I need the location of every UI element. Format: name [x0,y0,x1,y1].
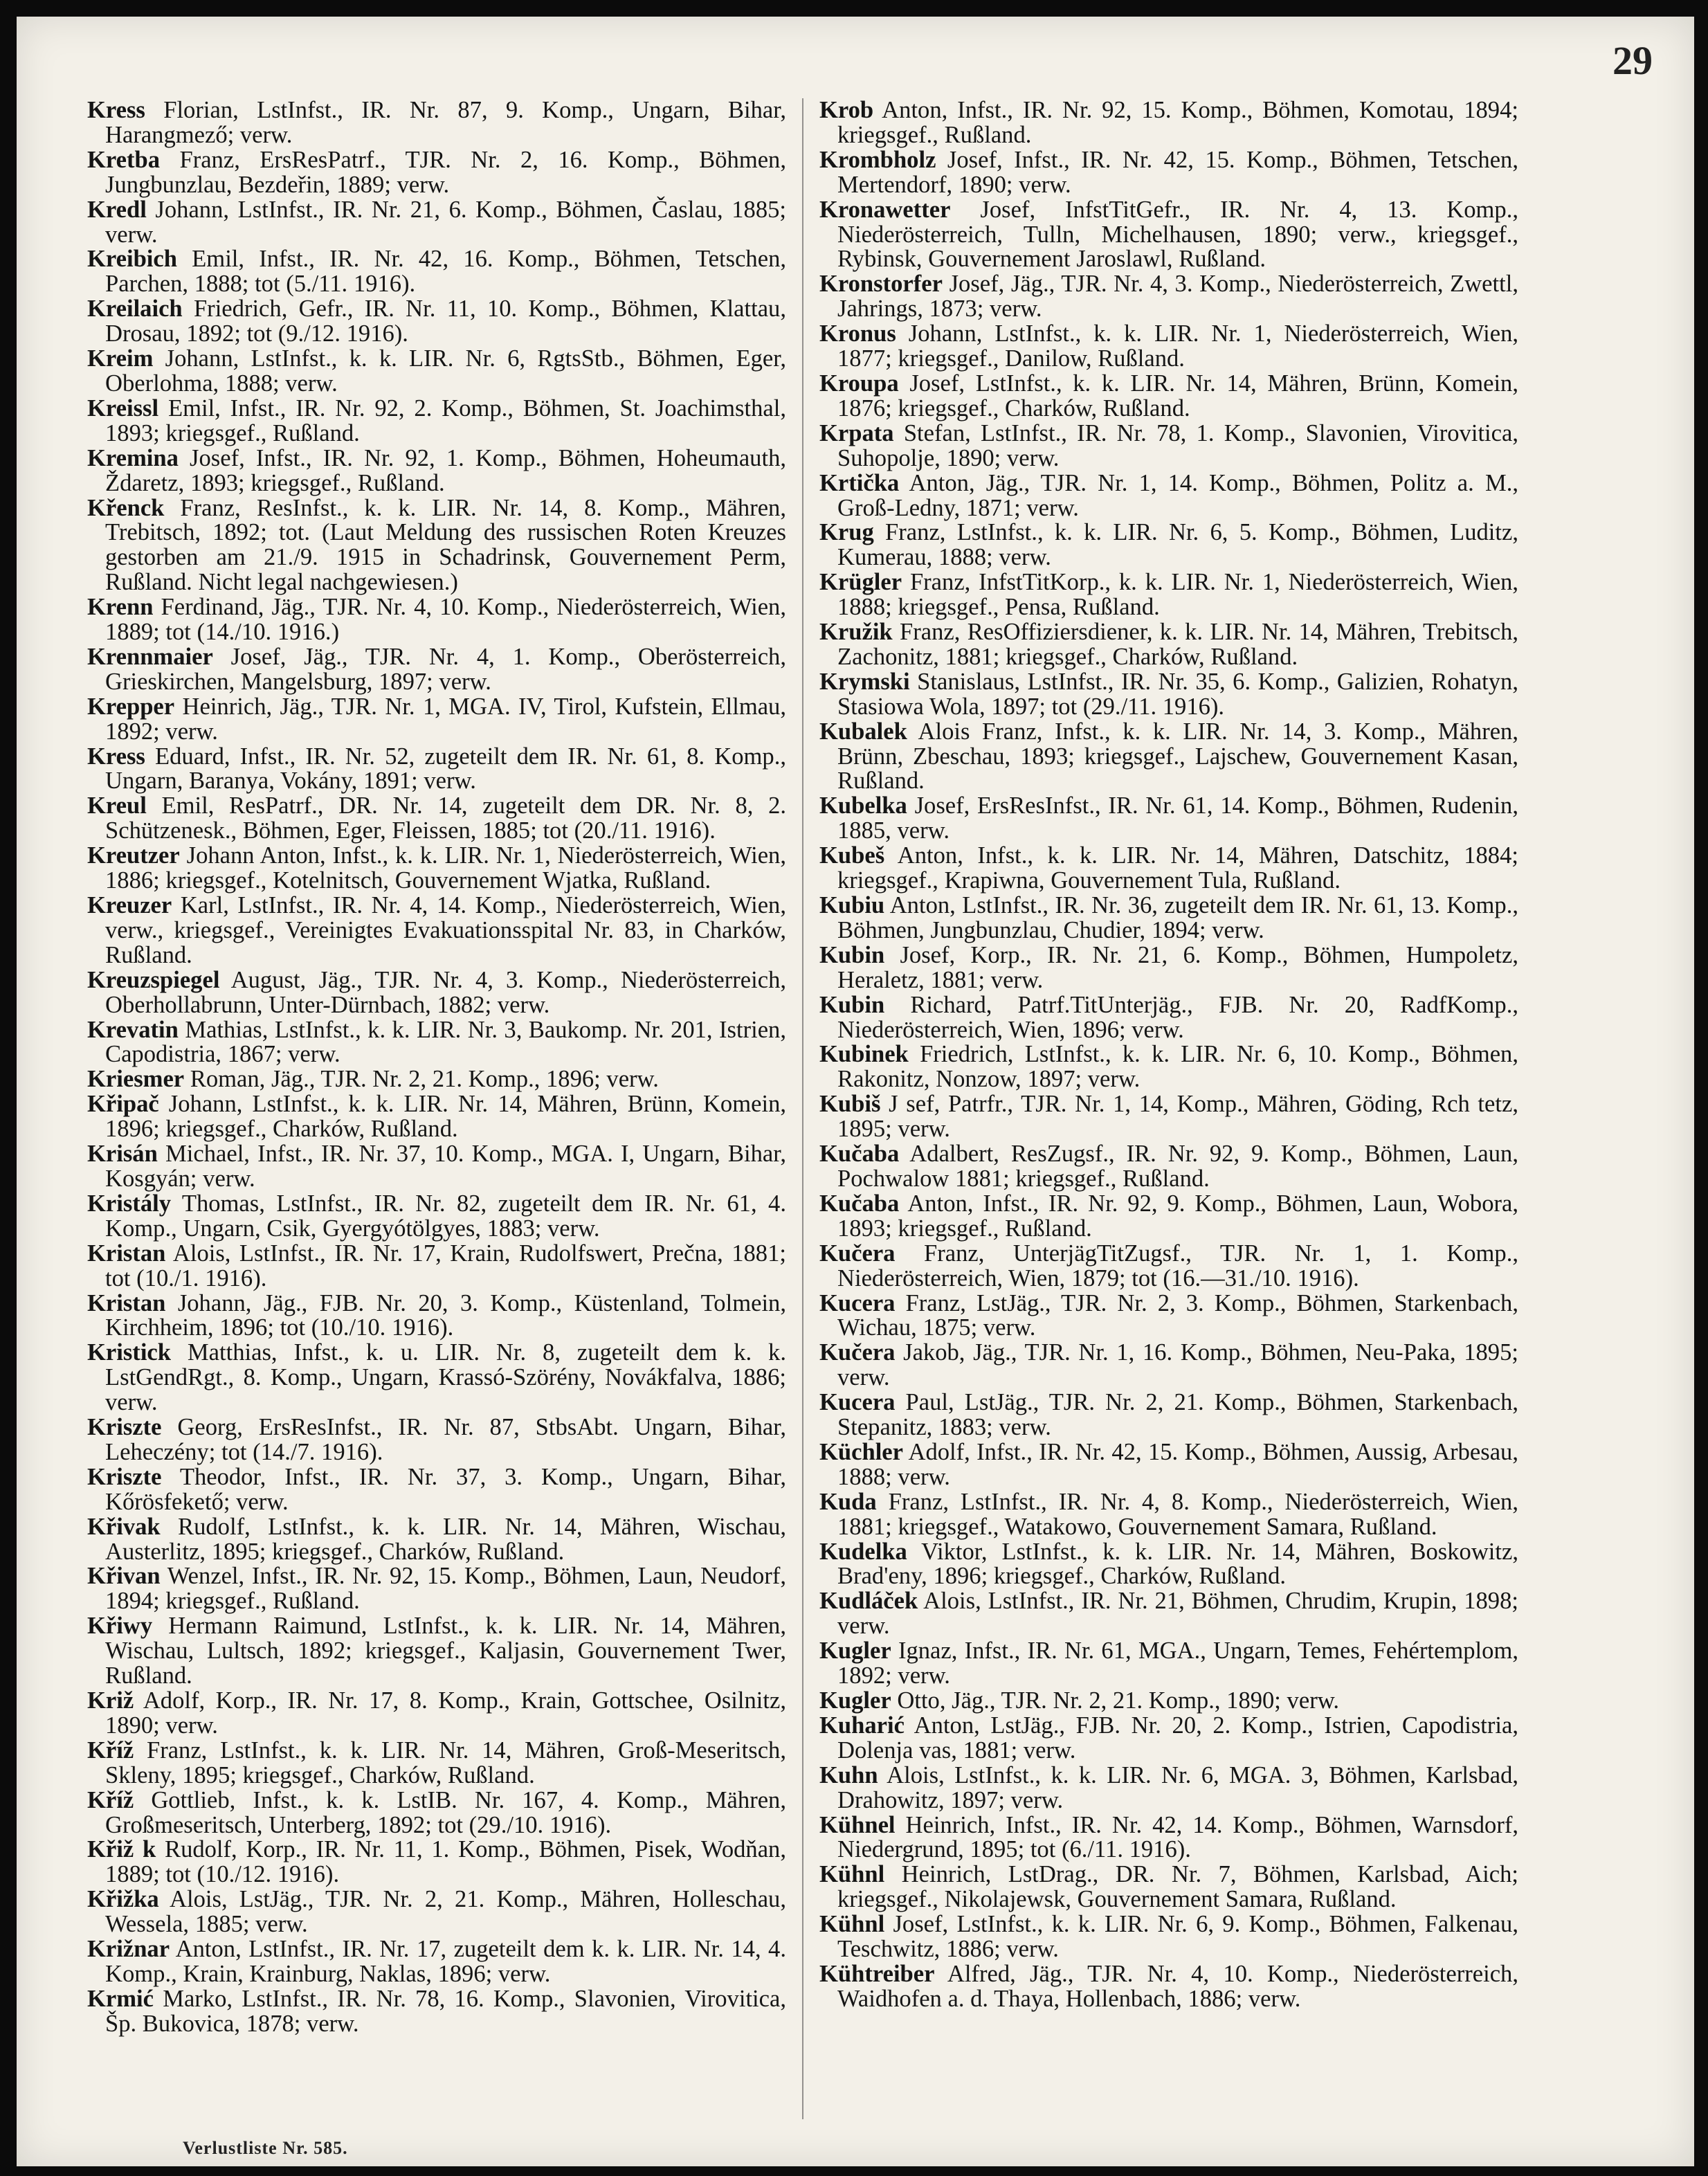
entry-details: Richard, Patrf.TitUnterjäg., FJB. Nr. 20, RadfKomp., Niederösterreich, Wien, 1896; verw. [837,991,1518,1043]
entry-surname: Kretba [87,146,161,173]
entry-surname: Kühnel [819,1811,896,1838]
list-item [87,347,786,397]
entry-surname: Kriesmer [87,1066,185,1093]
entry-details: Josef, Jäg., TJR. Nr. 4, 1. Komp., Oberösterreich, Grieskirchen, Mangelsburg, 1897; verw. [105,643,786,695]
entry-details: Franz, UnterjägTitZugsf., TJR. Nr. 1, 1. Komp., Niederösterreich, Wien, 1879; tot (16.—31./10. 1916). [837,1240,1518,1291]
list-item [87,1465,786,1515]
entry-details: Rudolf, Korp., IR. Nr. 11, 1. Komp., Böhmen, Pisek, Wodňan, 1889; tot (10./12. 1916). [105,1836,786,1888]
entry-details: Josef, ErsResInfst., IR. Nr. 61, 14. Komp., Böhmen, Rudenin, 1885, verw. [837,792,1518,844]
entry-surname: Kučera [819,1240,896,1267]
list-item [819,1912,1518,1962]
list-item [87,1689,786,1739]
entry-surname: Kreuzer [87,892,172,918]
entry-surname: Kristan [87,1240,166,1267]
entry-surname: Kuda [819,1488,877,1515]
entry-surname: Kubalek [819,718,907,745]
list-item [819,620,1518,670]
entry-surname: Křipač [87,1091,159,1118]
entry-surname: Krisán [87,1141,158,1168]
list-item [819,993,1518,1043]
entry-surname: Kubelka [819,792,907,819]
list-item [819,98,1518,148]
entry-details: Stanislaus, LstInfst., IR. Nr. 35, 6. Komp., Galizien, Rohatyn, Stasiowa Wola, 1897; tot (29./11. 1916). [837,668,1518,720]
entry-details: Eduard, Infst., IR. Nr. 52, zugeteilt dem IR. Nr. 61, 8. Komp., Ungarn, Baranya, Vokány, 1891; verw. [105,743,786,795]
entry-details: Johann, LstInfst., k. k. LIR. Nr. 14, Mähren, Brünn, Komein, 1896; kriegsgef., Charków, Rußland. [105,1091,786,1143]
list-item [87,695,786,745]
entry-details: Josef, Infst., IR. Nr. 42, 15. Komp., Böhmen, Tetschen, Mertendorf, 1890; verw. [837,146,1518,198]
list-item [819,1813,1518,1863]
page [17,17,1694,2166]
list-item [819,1092,1518,1142]
entry-surname: Kubiš [819,1091,881,1118]
list-item [87,1142,786,1192]
entry-surname: Kučaba [819,1141,900,1168]
entry-surname: Kubeš [819,842,885,869]
entry-details: Rudolf, LstInfst., k. k. LIR. Nr. 14, Mähren, Wischau, Austerlitz, 1895; kriegsgef., Charków, Rußland. [105,1513,786,1565]
entry-details: Alois, LstInfst., IR. Nr. 21, Böhmen, Chrudim, Krupin, 1898; verw. [837,1588,1518,1640]
footnote: Verlustliste Nr. 585. [183,2138,348,2158]
list-item [819,1440,1518,1490]
list-item [87,844,786,894]
list-item [87,198,786,248]
list-item [87,1788,786,1838]
list-item [819,198,1518,273]
entry-details: Adolf, Infst., IR. Nr. 42, 15. Komp., Böhmen, Aussig, Arbesau, 1888; verw. [837,1438,1518,1490]
entry-surname: Kühtreiber [819,1960,935,1987]
entry-surname: Krombholz [819,146,936,173]
entry-surname: Kreim [87,345,154,372]
entry-surname: Kristan [87,1289,166,1316]
entry-details: Alois, LstJäg., TJR. Nr. 2, 21. Komp., Mähren, Holleschau, Wessela, 1885; verw. [105,1886,786,1938]
list-item [819,1962,1518,2012]
list-item [87,794,786,844]
entry-surname: Kugler [819,1687,891,1714]
entry-details: Anton, LstInfst., IR. Nr. 36, zugeteilt dem IR. Nr. 61, 13. Komp., Böhmen, Jungbunzlau, Chudier, 1894; verw. [837,892,1518,943]
entry-details: Josef, Jäg., TJR. Nr. 4, 3. Komp., Niederösterreich, Zwettl, Jahrings, 1873; verw. [837,271,1518,323]
entry-details: Johann, LstInfst., IR. Nr. 21, 6. Komp., Böhmen, Časlau, 1885; verw. [105,196,786,248]
list-item [819,1761,1518,1813]
entry-details: Franz, ErsResPatrf., TJR. Nr. 2, 16. Komp., Böhmen, Jungbunzlau, Bezdeřin, 1889; verw. [105,146,786,198]
right-column [819,98,1518,2012]
list-item [819,372,1518,421]
list-item [87,1564,786,1614]
entry-details: Theodor, Infst., IR. Nr. 37, 3. Komp., Ungarn, Bihar, Kőrösfekető; verw. [105,1463,786,1515]
entry-surname: Kubin [819,941,885,968]
entry-surname: Křenck [87,494,165,521]
entry-details: Emil, Infst., IR. Nr. 92, 2. Komp., Böhmen, St. Joachimsthal, 1893; kriegsgef., Rußland. [105,395,786,446]
entry-details: Josef, InfstTitGefr., IR. Nr. 4, 13. Komp., Niederösterreich, Tulln, Michelhausen, 1890; verw., kriegsgef., Rybinsk, Gouvernement Jaroslawl, Rußland. [837,196,1518,273]
column-divider [802,98,803,2119]
entry-surname: Kriszte [87,1414,162,1441]
entry-details: Franz, LstInfst., k. k. LIR. Nr. 14, Mähren, Groß-Meseritsch, Skleny, 1895; kriegsgef., Charków, Rußland. [105,1737,786,1788]
entry-surname: Kreilaich [87,296,183,323]
entry-surname: Kugler [819,1638,891,1665]
entry-details: Emil, Infst., IR. Nr. 42, 16. Komp., Böhmen, Tetschen, Parchen, 1888; tot (5./11. 1916). [105,246,786,298]
entry-surname: Kubiu [819,892,885,918]
list-item [87,1341,786,1415]
entry-surname: Kružik [819,619,893,646]
entry-details: Alois Franz, Infst., k. k. LIR. Nr. 14, 3. Komp., Mähren, Brünn, Zbeschau, 1893; kriegsgef., Lajschew, Gouvernement Kasan, Rußland. [837,718,1518,795]
list-item [819,1341,1518,1390]
entry-details: Roman, Jäg., TJR. Nr. 2, 21. Komp., 1896; verw. [184,1066,659,1093]
entry-surname: Kreul [87,792,147,819]
entry-details: Ignaz, Infst., IR. Nr. 61, MGA., Ungarn, Temes, Fehértemplom, 1892; verw. [837,1638,1518,1689]
entry-surname: Kreutzer [87,842,180,869]
list-item [819,1192,1518,1242]
list-item [87,1192,786,1242]
list-item [819,272,1518,322]
entry-details: Stefan, LstInfst., IR. Nr. 78, 1. Komp., Slavonien, Virovitica, Suhopolje, 1890; verw. [837,419,1518,471]
list-item [87,968,786,1018]
entry-details: Alois, LstInfst., IR. Nr. 17, Krain, Rudolfswert, Prečna, 1881; tot (10./1. 1916). [105,1240,786,1291]
entry-surname: Küchler [819,1438,904,1465]
entry-details: Hermann Raimund, LstInfst., k. k. LIR. Nr. 14, Mähren, Wischau, Lultsch, 1892; kriegsgef., Kaljasin, Gouvernement Twer, Rußland. [105,1613,786,1689]
entry-details: Heinrich, LstDrag., DR. Nr. 7, Böhmen, Karlsbad, Aich; kriegsgef., Nikolajewsk, Gouvernement Samara, Rußland. [837,1861,1518,1913]
entry-surname: Kress [87,743,145,770]
entry-surname: Kreuzspiegel [87,966,220,993]
entry-surname: Křivan [87,1563,161,1590]
entry-surname: Kronawetter [819,196,951,223]
entry-surname: Kubinek [819,1041,909,1068]
list-item [819,720,1518,795]
entry-details: Franz, ResInfst., k. k. LIR. Nr. 14, 8. Komp., Mähren, Trebitsch, 1892; tot. (Laut Meldung des russischen Roten Kreuzes gestorben am 21./9. 1915 in Schadrinsk, Gouvernement Perm, Rußland. Nicht legal nachgewiesen.) [105,494,786,596]
list-item [819,1639,1518,1689]
list-item [819,1862,1518,1912]
entry-surname: Krug [819,519,874,546]
list-item [819,520,1518,570]
entry-surname: Kriszte [87,1463,162,1490]
list-item [87,1987,786,2037]
list-item [819,1291,1518,1341]
entry-details: Anton, LstInfst., IR. Nr. 17, zugeteilt dem k. k. LIR. Nr. 14, 4. Komp., Krain, Krainburg, Naklas, 1896; verw. [105,1936,786,1987]
entry-surname: Kühnl [819,1911,885,1938]
entry-details: Otto, Jäg., TJR. Nr. 2, 21. Komp., 1890; verw. [891,1687,1340,1714]
entry-details: Paul, LstJäg., TJR. Nr. 2, 21. Komp., Böhmen, Starkenbach, Stepanitz, 1883; verw. [837,1389,1518,1441]
list-item [819,1242,1518,1291]
entry-details: Friedrich, LstInfst., k. k. LIR. Nr. 6, 10. Komp., Böhmen, Rakonitz, Nonzow, 1897; verw. [837,1041,1518,1093]
entry-details: Anton, Infst., k. k. LIR. Nr. 14, Mähren, Datschitz, 1884; kriegsgef., Krapiwna, Gouvernement Tula, Rußland. [837,842,1518,894]
list-item [87,1739,786,1788]
entry-details: Anton, LstJäg., FJB. Nr. 20, 2. Komp., Istrien, Capodistria, Dolenja vas, 1881; verw. [837,1712,1518,1764]
entry-surname: Križnar [87,1936,170,1963]
list-item [87,745,786,795]
entry-details: Franz, LstJäg., TJR. Nr. 2, 3. Komp., Böhmen, Starkenbach, Wichau, 1875; verw. [837,1289,1518,1341]
list-item [819,1714,1518,1764]
entry-details: Heinrich, Jäg., TJR. Nr. 1, MGA. IV, Tirol, Kufstein, Ellmau, 1892; verw. [105,693,786,745]
entry-surname: Krpata [819,419,894,446]
list-item [819,844,1518,894]
list-item [819,1689,1518,1714]
entry-details: Wenzel, Infst., IR. Nr. 92, 15. Komp., Böhmen, Laun, Neudorf, 1894; kriegsgef., Rußland. [105,1563,786,1615]
list-item [87,1018,786,1068]
entry-surname: Krennmaier [87,643,213,670]
list-item [87,1838,786,1887]
entry-surname: Kučaba [819,1190,900,1217]
list-item [87,1887,786,1937]
entry-surname: Kühnl [819,1861,885,1888]
list-item [819,570,1518,620]
entry-surname: Kucera [819,1289,896,1316]
entry-details: Johann, LstInfst., k. k. LIR. Nr. 1, Niederösterreich, Wien, 1877; kriegsgef., Danilow, Rußland. [837,320,1518,372]
entry-details: August, Jäg., TJR. Nr. 4, 3. Komp., Niederösterreich, Oberhollabrunn, Unter-Dürnbach, 1882; verw. [105,966,786,1018]
entry-details: Adalbert, ResZugsf., IR. Nr. 92, 9. Komp., Böhmen, Laun, Pochwalow 1881; kriegsgef., Rußland. [837,1141,1518,1192]
entry-surname: Krymski [819,668,910,695]
entry-details: Franz, LstInfst., IR. Nr. 4, 8. Komp., Niederösterreich, Wien, 1881; kriegsgef., Watakowo, Gouvernement Samara, Rußland. [837,1488,1518,1540]
list-item [87,1291,786,1341]
entry-details: Thomas, LstInfst., IR. Nr. 82, zugeteilt dem IR. Nr. 61, 4. Komp., Ungarn, Csik, Gyergyótölgyes, 1883; verw. [105,1190,786,1242]
entry-surname: Kristick [87,1339,172,1366]
list-item [87,446,786,496]
list-item [87,496,786,596]
entry-surname: Kubin [819,991,885,1018]
entry-details: Johann, Jäg., FJB. Nr. 20, 3. Komp., Küstenland, Tolmein, Kirchheim, 1896; tot (10./10. 1916). [105,1289,786,1341]
entry-surname: Kronstorfer [819,271,943,298]
list-item [819,943,1518,993]
list-item [87,1242,786,1291]
list-item [87,595,786,645]
entry-surname: Križ [87,1687,134,1714]
entry-details: Viktor, LstInfst., k. k. LIR. Nr. 14, Mähren, Boskowitz, Brad'eny, 1896; kriegsgef., Charków, Rußland. [837,1538,1518,1590]
list-item [87,397,786,446]
list-item [87,645,786,695]
list-item [87,1515,786,1565]
entry-details: Jakob, Jäg., TJR. Nr. 1, 16. Komp., Böhmen, Neu-Paka, 1895; verw. [837,1339,1518,1391]
entry-details: Marko, LstInfst., IR. Nr. 78, 16. Komp., Slavonien, Virovitica, Šp. Bukovica, 1878; verw. [105,1985,786,2037]
entry-surname: Krügler [819,569,902,596]
entry-surname: Kreibich [87,246,177,273]
entry-surname: Křižka [87,1886,159,1913]
list-item [87,148,786,198]
entry-surname: Kredl [87,196,147,223]
list-item [87,1614,786,1689]
entry-surname: Kuharić [819,1712,905,1739]
entry-surname: Kremina [87,444,179,471]
entry-surname: Kudláček [819,1588,918,1615]
list-item [819,421,1518,471]
entry-details: Karl, LstInfst., IR. Nr. 4, 14. Komp., Niederösterreich, Wien, verw., kriegsgef., Vereinigtes Evakuationsspital Nr. 83, in Charków, Rußland. [105,892,786,968]
entry-details: Franz, LstInfst., k. k. LIR. Nr. 6, 5. Komp., Böhmen, Luditz, Kumerau, 1888; verw. [837,519,1518,571]
entry-details: Josef, Korp., IR. Nr. 21, 6. Komp., Böhmen, Humpoletz, Heraletz, 1881; verw. [837,941,1518,993]
entry-details: Johann Anton, Infst., k. k. LIR. Nr. 1, Niederösterreich, Wien, 1886; kriegsgef., Kotelnitsch, Gouvernement Wjatka, Rußland. [105,842,786,894]
list-item [819,1540,1518,1590]
entry-details: Ferdinand, Jäg., TJR. Nr. 4, 10. Komp., Niederösterreich, Wien, 1889; tot (14./10. 1916.) [105,594,786,646]
list-item [819,471,1518,521]
entry-surname: Kreissl [87,395,159,421]
left-column [87,98,786,2037]
list-item [819,1142,1518,1192]
list-item [87,1067,786,1092]
list-item [87,1415,786,1465]
entry-surname: Kristály [87,1190,172,1217]
list-item [87,98,786,148]
entry-surname: Kříž [87,1737,134,1764]
entry-details: Josef, LstInfst., k. k. LIR. Nr. 6, 9. Komp., Böhmen, Falkenau, Teschwitz, 1886; verw. [837,1911,1518,1963]
list-item [87,297,786,347]
list-item [819,1589,1518,1639]
list-item [819,1042,1518,1092]
entry-surname: Křiwy [87,1613,153,1640]
entry-surname: Krevatin [87,1016,179,1043]
entry-surname: Kucera [819,1389,896,1416]
entry-details: Anton, Infst., IR. Nr. 92, 9. Komp., Böhmen, Laun, Wobora, 1893; kriegsgef., Rußland. [837,1190,1518,1242]
entry-details: Emil, ResPatrf., DR. Nr. 14, zugeteilt dem DR. Nr. 8, 2. Schützenesk., Böhmen, Eger, Fleissen, 1885; tot (20./11. 1916). [105,792,786,844]
list-item [819,794,1518,844]
entry-details: Josef, Infst., IR. Nr. 92, 1. Komp., Böhmen, Hoheumauth, Ždaretz, 1893; kriegsgef., Rußland. [105,444,786,496]
entry-surname: Krmić [87,1985,154,2012]
entry-details: Alois, LstInfst., k. k. LIR. Nr. 6, MGA. 3, Böhmen, Karlsbad, Drahowitz, 1897; verw. [837,1761,1518,1813]
entry-details: J sef, Patrfr., TJR. Nr. 1, 14, Komp., Mähren, Göding, Rch tetz, 1895; verw. [837,1091,1518,1143]
entry-surname: Křivak [87,1513,161,1540]
list-item [819,1390,1518,1440]
entry-details: Anton, Jäg., TJR. Nr. 1, 14. Komp., Böhmen, Politz a. M., Groß-Ledny, 1871; verw. [837,469,1518,521]
entry-details: Heinrich, Infst., IR. Nr. 42, 14. Komp., Böhmen, Warnsdorf, Niedergrund, 1895; tot (6./11. 1916). [837,1811,1518,1863]
entry-surname: Kuhn [819,1761,878,1788]
entry-details: Florian, LstInfst., IR. Nr. 87, 9. Komp., Ungarn, Bihar, Harangmező; verw. [105,97,786,148]
entry-surname: Kučera [819,1339,896,1366]
entry-details: Mathias, LstInfst., k. k. LIR. Nr. 3, Baukomp. Nr. 201, Istrien, Capodistria, 1867; verw. [105,1016,786,1068]
entry-surname: Kudelka [819,1538,907,1565]
list-item [819,1490,1518,1540]
list-item [819,670,1518,720]
entry-surname: Krenn [87,594,154,621]
entry-surname: Kroupa [819,370,899,397]
page-number: 29 [1612,38,1653,83]
entry-details: Franz, InfstTitKorp., k. k. LIR. Nr. 1, Niederösterreich, Wien, 1888; kriegsgef., Pensa, Rußland. [837,569,1518,621]
entry-details: Friedrich, Gefr., IR. Nr. 11, 10. Komp., Böhmen, Klattau, Drosau, 1892; tot (9./12. 1916). [105,296,786,347]
entry-surname: Křiž k [87,1836,156,1863]
list-item [819,322,1518,372]
list-item [819,894,1518,943]
list-item [819,148,1518,198]
entry-details: Georg, ErsResInfst., IR. Nr. 87, StbsAbt. Ungarn, Bihar, Leheczény; tot (14./7. 1916). [105,1414,786,1465]
entry-surname: Kronus [819,320,896,347]
entry-surname: Krtička [819,469,900,496]
entry-details: Gottlieb, Infst., k. k. LstIB. Nr. 167, 4. Komp., Mähren, Großmeseritsch, Unterberg, 1892; tot (29./10. 1916). [105,1786,786,1838]
entry-details: Johann, LstInfst., k. k. LIR. Nr. 6, RgtsStb., Böhmen, Eger, Oberlohma, 1888; verw. [105,345,786,397]
entry-details: Josef, LstInfst., k. k. LIR. Nr. 14, Mähren, Brünn, Komein, 1876; kriegsgef., Charków, Rußland. [837,370,1518,421]
entry-surname: Krepper [87,693,175,720]
entry-details: Matthias, Infst., k. u. LIR. Nr. 8, zugeteilt dem k. k. LstGendRgt., 8. Komp., Ungarn, Krassó-Szörény, Novákfalva, 1886; verw. [105,1339,786,1416]
entry-details: Alfred, Jäg., TJR. Nr. 4, 10. Komp., Niederösterreich, Waidhofen a. d. Thaya, Hollenbach, 1886; verw. [837,1960,1518,2012]
entry-surname: Kress [87,97,145,123]
entry-details: Adolf, Korp., IR. Nr. 17, 8. Komp., Krain, Gottschee, Osilnitz, 1890; verw. [105,1687,786,1739]
entry-details: Michael, Infst., IR. Nr. 37, 10. Komp., MGA. I, Ungarn, Bihar, Kosgyán; verw. [105,1141,786,1192]
list-item [87,894,786,968]
list-item [87,1092,786,1142]
list-item [87,1937,786,1987]
entry-surname: Krob [819,97,874,123]
entry-details: Franz, ResOffiziersdiener, k. k. LIR. Nr. 14, Mähren, Trebitsch, Zachonitz, 1881; kriegsgef., Charków, Rußland. [837,619,1518,670]
entry-surname: Kříž [87,1786,134,1813]
entry-details: Anton, Infst., IR. Nr. 92, 15. Komp., Böhmen, Komotau, 1894; kriegsgef., Rußland. [837,97,1518,148]
list-item [87,247,786,297]
